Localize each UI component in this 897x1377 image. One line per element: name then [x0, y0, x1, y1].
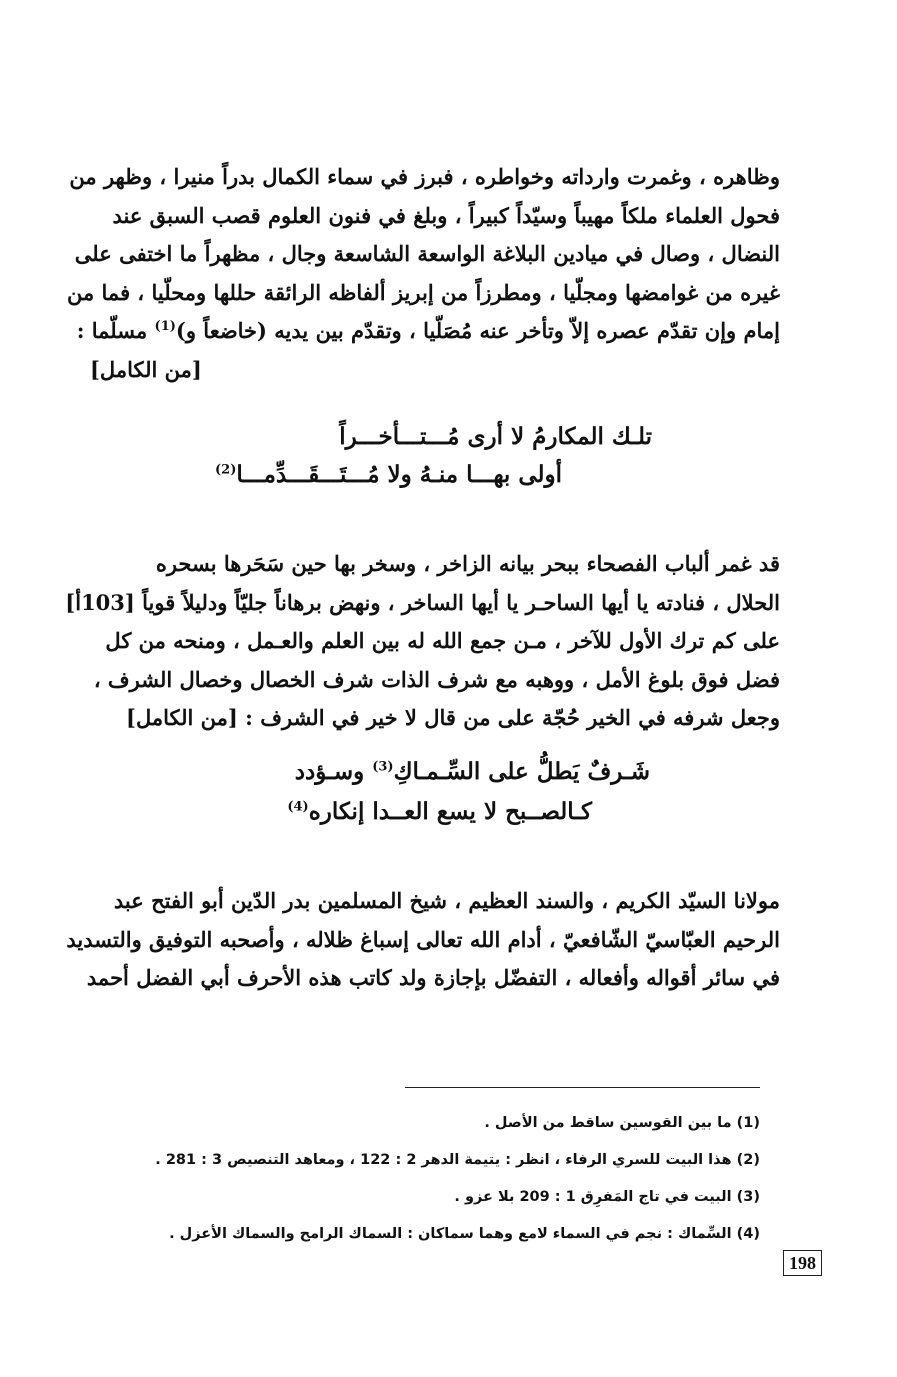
- paragraph-2-line: فضل فوق بلوغ الأمل ، ووهبه مع شرف الذات شرف الخصال وخصال الشرف ،: [93, 666, 780, 692]
- paragraph-2-line: وجعل شرفه في الخير حُجّة على من قال لا خير في الشرف : [من الكامل]: [126, 705, 780, 730]
- paragraph-3-line: الرحيم العبّاسيّ الشّافعيّ ، أدام الله تعالى إسباغ ظلاله ، وأصحبه التوفيق والتسديد: [66, 926, 780, 952]
- paragraph-1-line: [76, 312, 780, 351]
- paragraph-1-line: فحول العلماء ملكاً مهيباً وسيّداً كبيراً ، وبلغ في فنون العلوم قصب السبق عند: [112, 202, 780, 228]
- footnote-2: (2) هذا البيت للسري الرفاء ، انظر : يتيمة الدهر 2 : 122 ، ومعاهد التنصيص 3 : 281 .: [155, 1152, 760, 1168]
- verse-2-line-2: [287, 795, 592, 829]
- verse-text: كـالصــبح لا يسع العــدا إنكاره: [308, 798, 592, 825]
- paragraph-2-line: الحلال ، فنادته يا أيها الساحـر يا أيها الساخر ، ونهض برهاناً جليّاً ودليلاً قوياً [103أ]: [65, 589, 780, 615]
- verse-2-line-1: [295, 755, 650, 789]
- paragraph-1-text: إمام وإن تقدّم عصره إلاّ وتأخر عنه مُصَلّيا ، وتقدّم بين يديه (خاضعاً و): [175, 318, 780, 343]
- footnote-ref-4: (4): [287, 799, 309, 815]
- paragraph-1-line: وظاهره ، وغمرت وارداته وخواطره ، فبرز في سماء الكمال بدراً منيرا ، وظهر من: [69, 164, 780, 189]
- paragraph-2-line: على كم ترك الأول للآخر ، مـن جمع الله له بين العلم والعـمل ، ومنحه من كل: [105, 628, 780, 653]
- paragraph-1-line: غيره من غوامضها ومجلّيا ، ومطرزاً من إبريز ألفاظه الرائقة حللها ومحلّيا ، فما من: [66, 279, 780, 305]
- footnote-ref-1: (1): [154, 319, 176, 334]
- footnote-3: (3) البيت في تاج المَفرِق 1 : 209 بلا عزو .: [454, 1189, 760, 1205]
- footnotes: [120, 1108, 760, 1256]
- verse-1-line-2: [215, 458, 562, 492]
- footnote-4: (4) السِّماك : نجم في السماء لامع وهما سماكان : السماك الرامح والسماك الأعزل .: [169, 1226, 760, 1242]
- verse-text: وسـؤدد: [294, 758, 373, 785]
- footnote-separator: [405, 1087, 760, 1088]
- paragraph-3-line: في سائر أقواله وأفعاله ، التفضّل بإجازة ولد كاتب هذه الأحرف أبي الفضل أحمد: [86, 965, 780, 990]
- meter-label: [من الكامل]: [90, 356, 202, 382]
- page-number: 198: [783, 1250, 822, 1276]
- footnote-ref-3: (3): [372, 759, 394, 775]
- verse-text: أولى بهـــا منـهُ ولا مُـــتَـــقَـــدِّمـــا: [236, 461, 562, 488]
- verse-text: شَـرفٌ يَطلُّ على السِّـمـاكِ: [393, 758, 650, 785]
- paragraph-2: [65, 545, 780, 738]
- verse-text: تلـك المكارمُ لا أرى مُـــتـــأخـــراً: [339, 423, 652, 450]
- paragraph-1: [66, 158, 780, 389]
- paragraph-1-line: النضال ، وصال في ميادين البلاغة الواسعة الشاسعة وجال ، مظهراً ما اختفى على: [74, 241, 780, 266]
- footnote-1: (1) ما بين القوسين ساقط من الأصل .: [484, 1115, 760, 1131]
- footnote-ref-2: (2): [215, 462, 237, 478]
- paragraph-3: [66, 882, 780, 998]
- paragraph-1-text: مسلّما :: [76, 318, 148, 343]
- verse-1-line-1: [339, 420, 652, 454]
- paragraph-3-line: مولانا السيّد الكريم ، والسند العظيم ، شيخ المسلمين بدر الدّين أبو الفتح عبد: [113, 888, 780, 913]
- paragraph-2-line: قد غمر ألباب الفصحاء ببحر بيانه الزاخر ، وسخر بها حين سَحَرها بسحره: [155, 551, 780, 576]
